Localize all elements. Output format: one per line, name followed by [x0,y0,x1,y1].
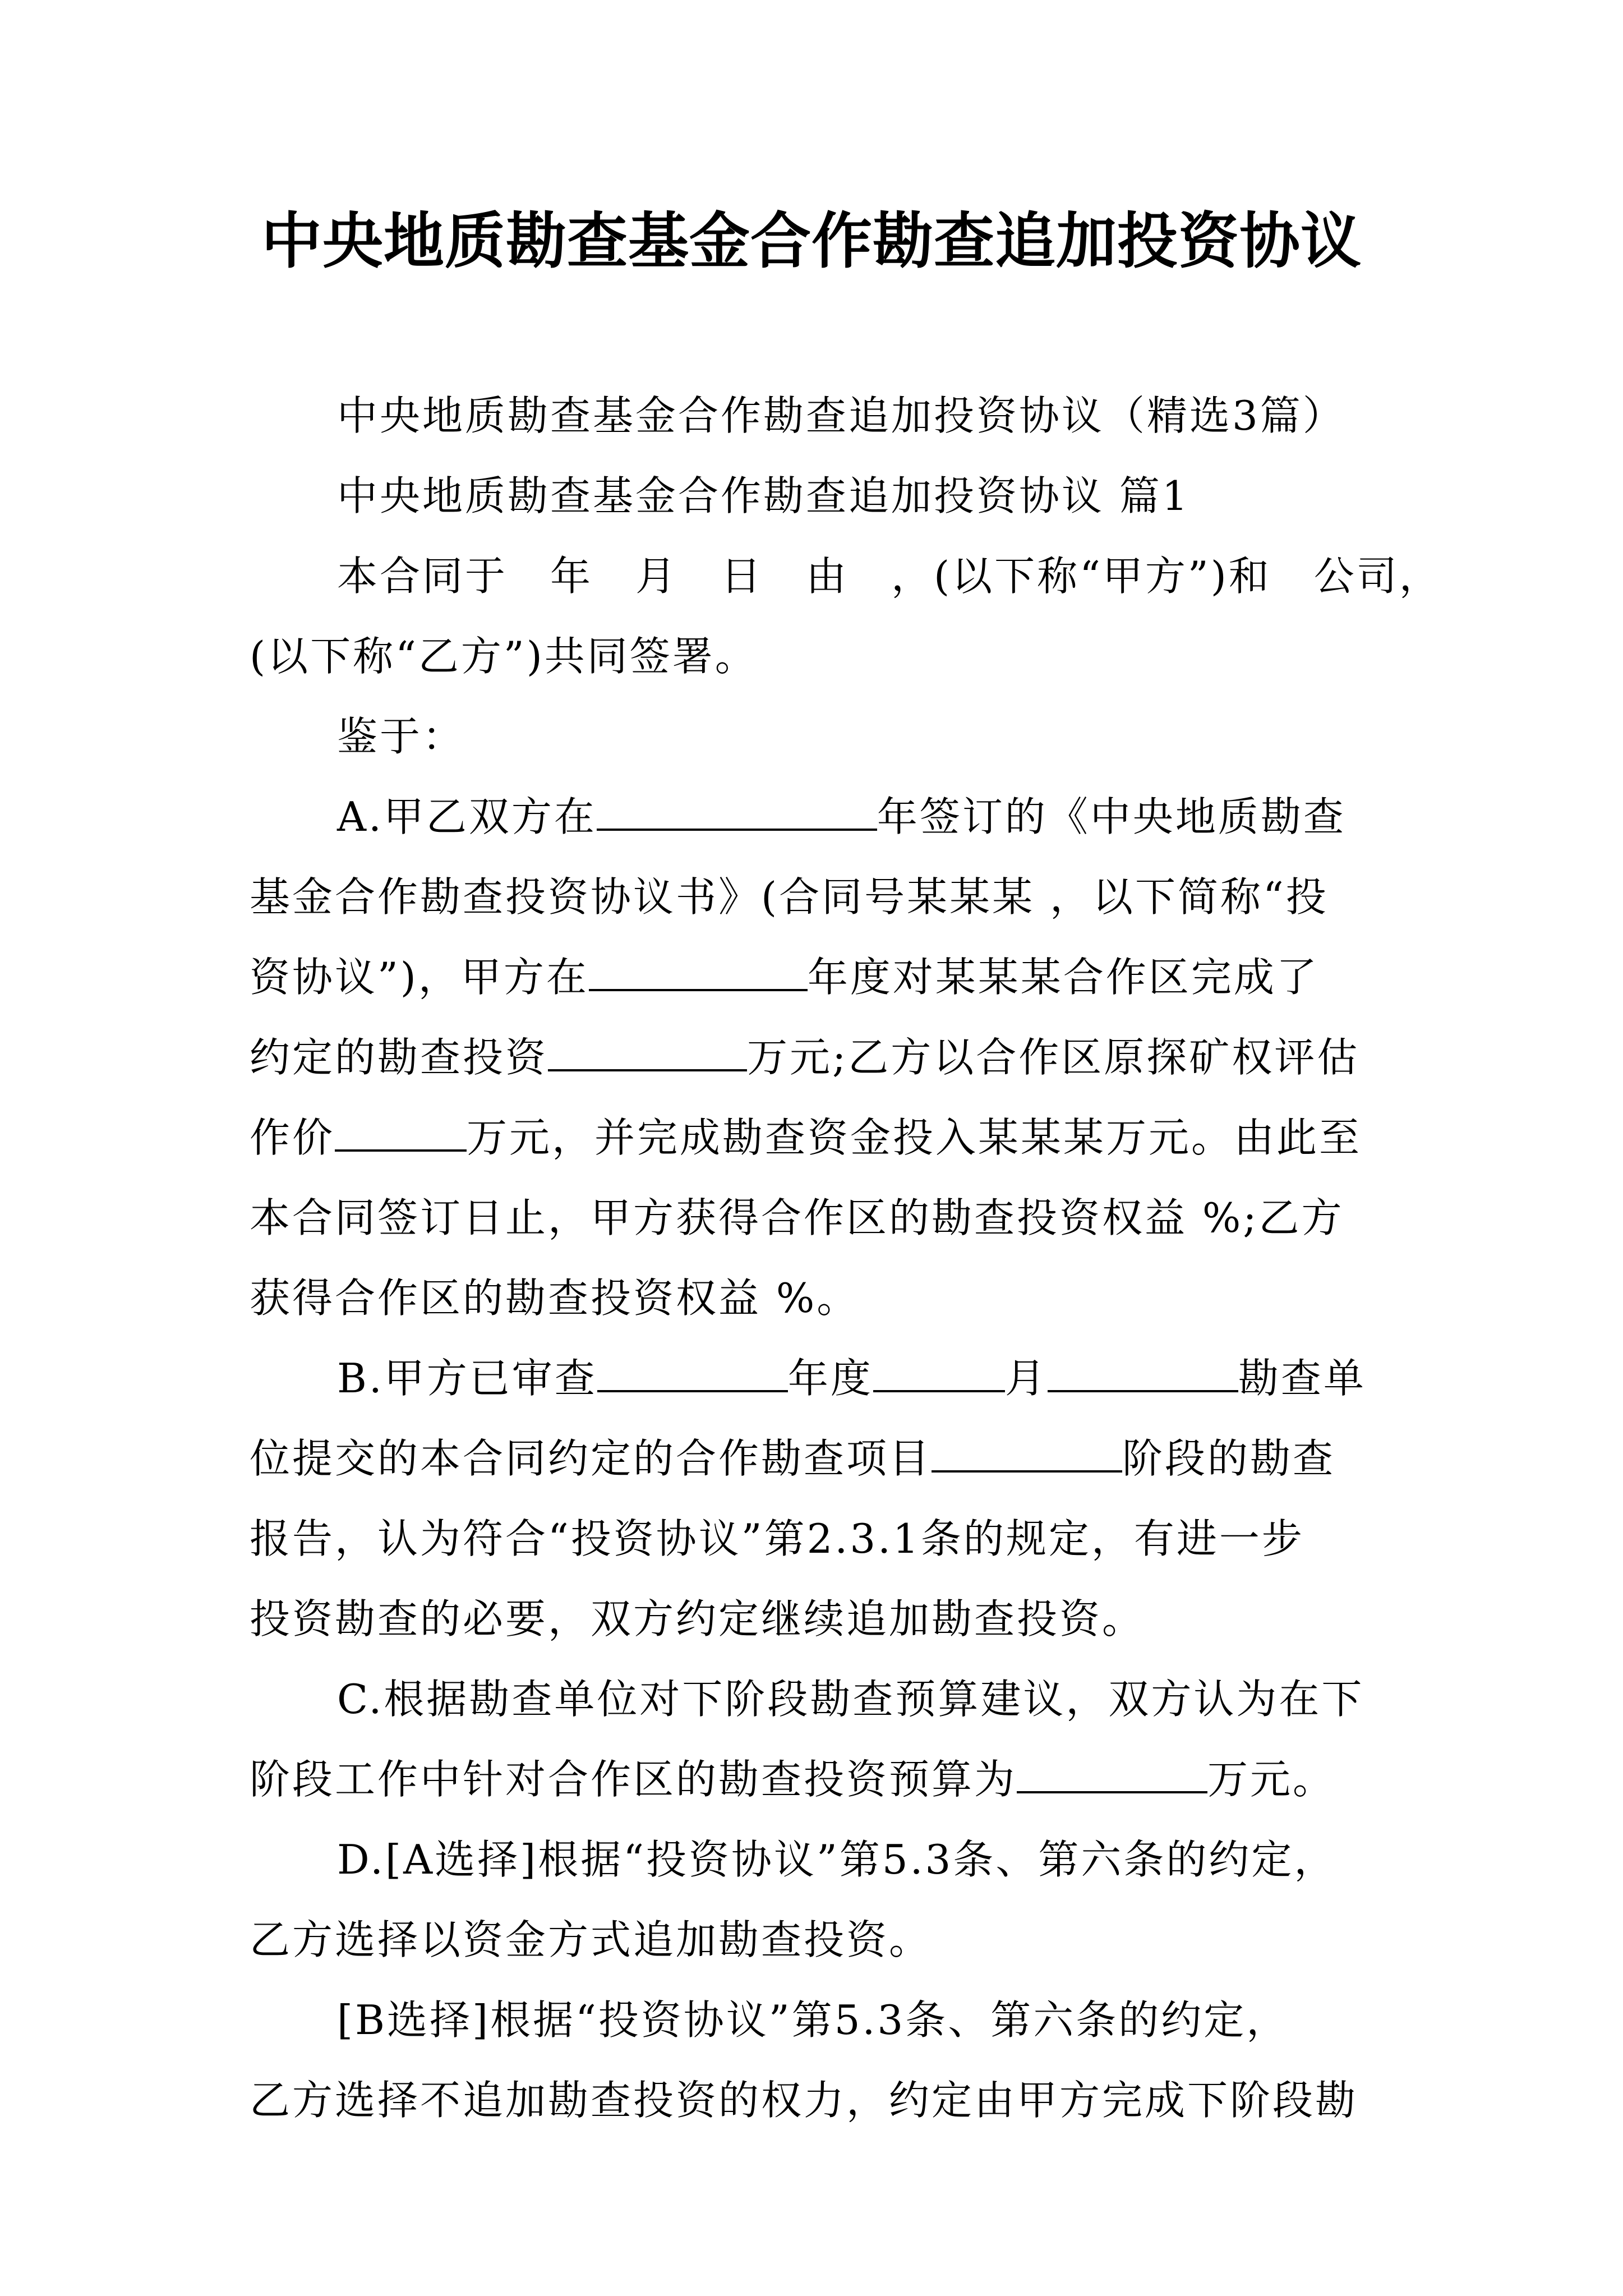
paragraph-clause-d-option-b [250,1980,1382,2141]
text-line: 中央地质勘查基金合作勘查追加投资协议 篇1 [337,472,1190,519]
clause-text: 约定的勘查投资 [250,1034,548,1081]
clause-text: 年度 [787,1355,873,1402]
document-title: 中央地质勘查基金合作勘查追加投资协议 [261,206,1362,277]
fill-in-blank[interactable] [1048,1356,1238,1392]
clause-text: 年签订的《中央地质勘查 [877,793,1346,840]
text-line [250,1419,1382,1499]
clause-text: 阶段的勘查 [1122,1435,1336,1482]
clause-text: 阶段工作中针对合作区的勘查投资预算为 [250,1756,1017,1803]
clause-text: 万元，并完成勘查资金投入某某某万元。由此至 [467,1114,1362,1161]
paragraph-clause-d-option-a [250,1820,1382,1980]
text-line: 中央地质勘查基金合作勘查追加投资协议（精选3篇） [337,392,1345,439]
paragraph-section-heading [250,456,1382,536]
fill-in-blank[interactable] [335,1116,467,1152]
text-line: [B选择]根据“投资协议”第5.3条、第六条的约定， [337,1996,1289,2044]
clause-text: 作价 [250,1114,335,1161]
text-line [250,1018,1382,1098]
fill-in-blank[interactable] [589,955,808,991]
text-line [250,1338,1382,1419]
clause-text: 年度对某某某合作区完成了 [807,954,1319,1001]
text-line: 基金合作勘查投资协议书》(合同号某某某 ，以下简称“投 [250,873,1329,921]
fill-in-blank[interactable] [1017,1757,1207,1793]
clause-text: 位提交的本合同约定的合作勘查项目 [250,1435,932,1482]
text-line: 获得合作区的勘查投资权益 %。 [250,1274,860,1322]
text-line [250,1740,1382,1820]
text-line: 报告，认为符合“投资协议”第2.3.1条的规定，有进一步 [250,1515,1304,1562]
text-line [250,937,1382,1018]
fill-in-blank[interactable] [548,1036,747,1071]
text-line: 投资勘查的必要，双方约定继续追加勘查投资。 [250,1595,1145,1642]
fill-in-blank[interactable] [932,1437,1122,1473]
fill-in-blank[interactable] [597,795,877,831]
fill-in-blank[interactable] [597,1356,788,1392]
text-line: 本合同签订日止，甲方获得合作区的勘查投资权益 %;乙方 [250,1194,1344,1241]
paragraph-collection-title [250,376,1382,456]
paragraph-clause-b [250,1338,1382,1659]
text-line: 乙方选择不追加勘查投资的权力，约定由甲方完成下阶段勘 [250,2077,1358,2124]
text-line: 本合同于 年 月 日 由 ，(以下称“甲方”)和 公司， [337,553,1442,600]
text-line: C.根据勘查单位对下阶段勘查预算建议，双方认为在下 [337,1676,1364,1723]
text-line: D.[A选择]根据“投资协议”第5.3条、第六条的约定， [337,1836,1337,1883]
text-line [250,1098,1382,1178]
clause-text: 月 [1004,1355,1048,1402]
clause-text: 勘查单 [1238,1355,1366,1402]
paragraph-clause-a [250,777,1382,1338]
fill-in-blank[interactable] [873,1356,1005,1392]
clause-text: 万元;乙方以合作区原探矿权评估 [747,1034,1360,1081]
clause-text: B.甲方已审查 [337,1355,597,1402]
clause-text: A.甲乙双方在 [337,793,597,840]
text-line: 鉴于： [337,713,465,760]
text-line: (以下称“乙方”)共同签署。 [250,633,758,680]
paragraph-whereas [250,697,1382,777]
paragraph-contract-parties [250,536,1442,697]
document-body [250,376,1442,2141]
text-line [250,777,1382,857]
clause-text: 万元。 [1207,1756,1336,1803]
clause-text: 资协议”)，甲方在 [250,954,589,1001]
text-line: 乙方选择以资金方式追加勘查投资。 [250,1916,932,1963]
paragraph-clause-c [250,1659,1382,1820]
